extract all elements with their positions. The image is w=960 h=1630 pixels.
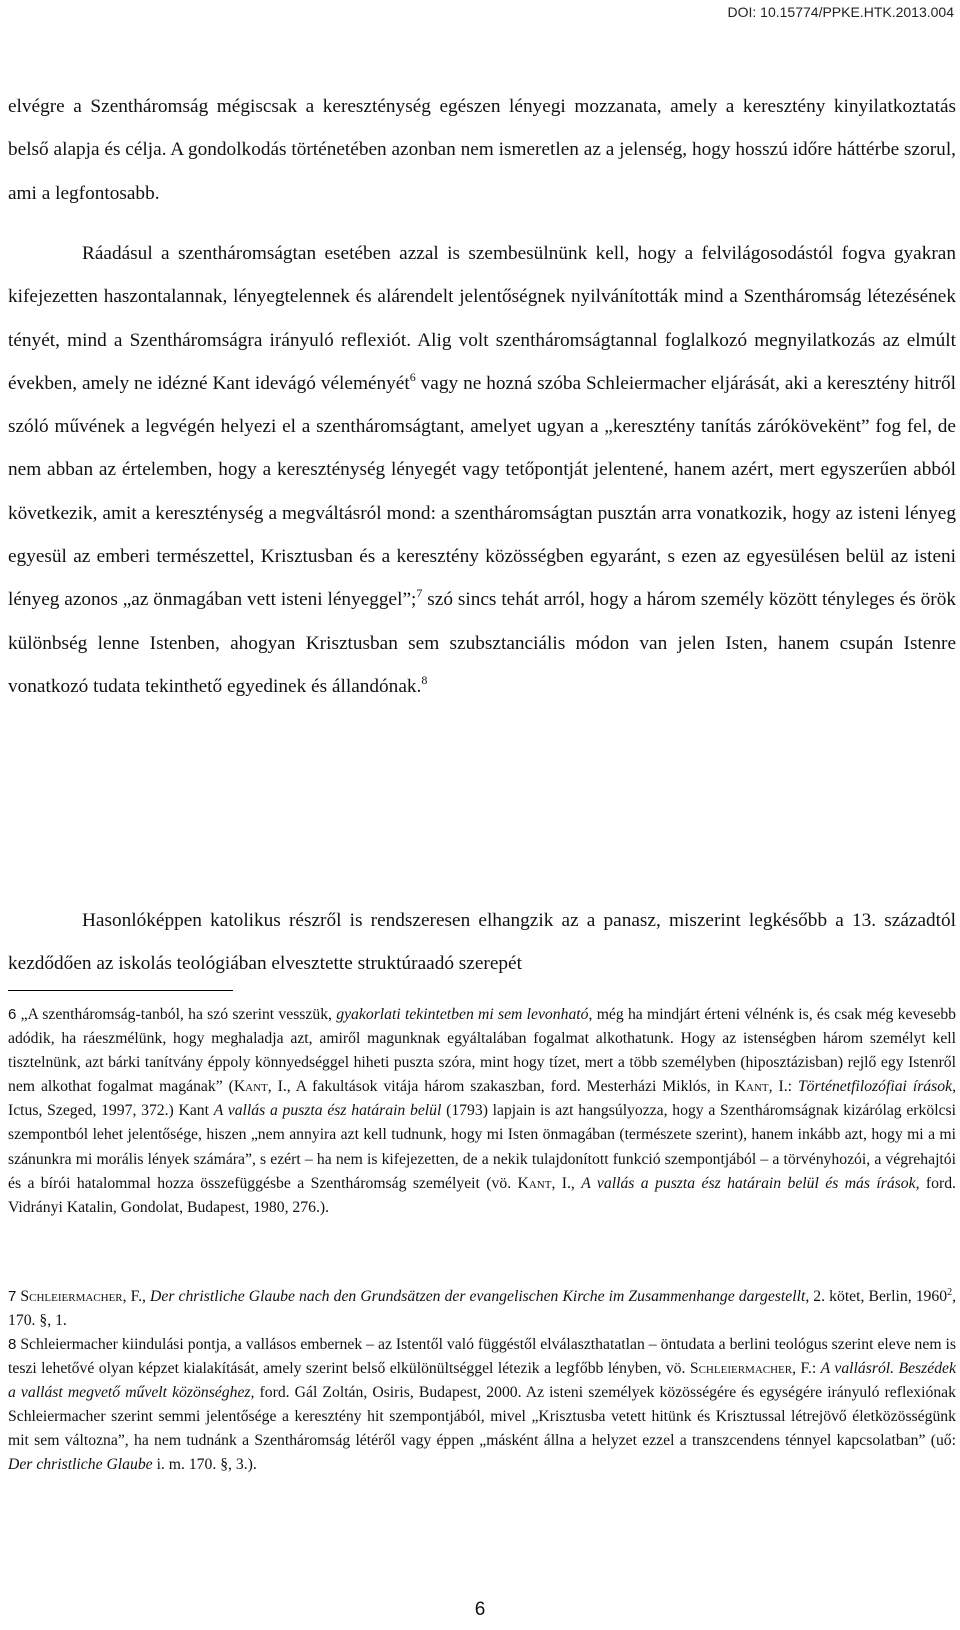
footnote-8-text: , F.: [792, 1360, 821, 1378]
footnote-6-italic: A vallás a puszta ész határain belül [213, 1102, 442, 1120]
paragraph-1 [8, 85, 956, 215]
paragraph-3-text: Hasonlóképpen katolikus részről is rendszeresen elhangzik az a panasz, miszerint legkésőbb a 13. századtól kezdődően az iskolás teológiában elvesztette struktúraadó szerepét [8, 910, 956, 975]
footnote-7-text: , 170. §, 1. [8, 1288, 956, 1330]
footnote-6-text: ford. Vidrányi Katalin, Gondolat, Budapest, 1980, 276.). [8, 1174, 956, 1216]
paragraph-2-text-b: vagy ne hozná szóba Schleiermacher eljárását, aki a keresztény hitről szóló művének a legvégén helyezi el a szentháromságtant, amelyet ugyan a „keresztény tanítás zárókövekënt” fog fel, de nem abban az értelemben, hogy a kereszténység lényegét vagy tetőpontját jelentené, hanem azért, mert egyszerűen abból következik, amit a kereszténység a megváltásról mond: a szentháromságtan pusztán arra vonatkozik, hogy az isteni lényeg egyesül az emberi természettel, Krisztusban és a keresztény közösségben egyaránt, s ezen az egyesülésen belül az isteni lényeg azonos „az önmagában vett isteni lényeggel”; [8, 372, 956, 611]
footnote-8-author: Schleiermacher [689, 1360, 793, 1378]
footnote-8-text: i. m. 170. §, 3.). [152, 1456, 257, 1474]
footnote-7-author: Schleiermacher [20, 1288, 123, 1305]
paragraph-2 [8, 232, 956, 708]
footnote-8-text: ford. Gál Zoltán, Osiris, Budapest, 2000. Az isteni személyek közösségére és egységére irányuló reflexiónak Schleiermacher szerint semmi jelentősége a keresztény hit szempontjából, mivel „Krisztusba vetett hitünk és Krisztussal létrejövő életközösségünk mit sem változna”, ha nem tudnánk a Szentháromság létéről vagy éppen „másként állna a helyzet ezzel a transzcendens ténnyel kapcsolatban” (uő: [8, 1384, 956, 1450]
paragraph-3 [8, 899, 956, 986]
footnote-8-italic: A vallásról. Beszédek a vallást megvető művelt közönséghez, [8, 1360, 956, 1402]
footnote-6-italic: Történetfilozófiai írások [797, 1078, 953, 1096]
footnote-7-text: , F., [122, 1288, 151, 1305]
footnote-separator [8, 990, 233, 991]
footnote-7 [8, 1285, 956, 1333]
footnote-6-author: Kant [734, 1078, 769, 1096]
page-number: 6 [474, 1599, 486, 1620]
paragraph-2-text-c: szó sincs tehát arról, hogy a három személy között tényleges és örök különbség lenne Istenben, ahogyan Krisztusban sem szubsztanciális módon van jelen Isten, hanem csupán Istenre vonatkozó tudata tekinthető egyedinek és állandónak. [8, 589, 956, 697]
footnote-6-text: , I., [551, 1174, 582, 1192]
footnote-6-italic: A vallás a puszta ész határain belül és más írások, [581, 1174, 920, 1192]
doi-header: DOI: 10.15774/PPKE.HTK.2013.004 [727, 4, 954, 20]
footnote-7-edition: 2 [947, 1287, 953, 1298]
footnote-6-italic: gyakorlati tekintetben mi sem levonható [336, 1006, 589, 1023]
footnote-8-italic: Der christliche Glaube [8, 1456, 153, 1474]
footnote-8-number: 8 [8, 1336, 17, 1353]
footnote-6-text: , I.: [768, 1078, 798, 1096]
paragraph-2-text-a: Ráadásul a szentháromságtan esetében azzal is szembesülnünk kell, hogy a felvilágosodástól fogva gyakran kifejezetten haszontalannak, lényegtelennek és alárendelt jelentőségnek nyilvánították mind a Szentháromság létezésének tényét, mind a Szentháromságra irányuló reflexiót. Alig volt szentháromságtannal foglalkozó megnyilatkozás az elmúlt években, amely ne idézné Kant idevágó véleményét [8, 243, 956, 394]
footnote-8 [8, 1333, 956, 1478]
footnote-6-author: Kant [233, 1078, 268, 1096]
footnote-7-text: , 2. kötet, Berlin, 1960 [805, 1288, 948, 1305]
footnote-6 [8, 1003, 956, 1220]
footnote-6-text: „A szentháromság-tanból, ha szó szerint vesszük, [16, 1006, 337, 1023]
footnote-6-author: Kant [517, 1174, 552, 1192]
footnote-6-text: , I., A fakultások vitája három szakaszban, ford. Mesterházi Miklós, in [267, 1078, 735, 1096]
footnote-7-number: 7 [8, 1288, 17, 1305]
footnote-ref-7[interactable]: 7 [416, 586, 423, 601]
footnote-6-number: 6 [8, 1006, 17, 1023]
footnote-ref-6[interactable]: 6 [409, 369, 416, 384]
paragraph-1-text: elvégre a Szentháromság mégiscsak a kereszténység egészen lényegi mozzanata, amely a keresztény kinyilatkoztatás belső alapja és célja. A gondolkodás történetében azonban nem ismeretlen az a jelenség, hogy hosszú időre háttérbe szorul, ami a legfontosabb. [8, 96, 956, 204]
footnote-ref-8[interactable]: 8 [421, 672, 428, 687]
footnote-7-italic: Der christliche Glaube nach den Grundsätzen der evangelischen Kirche im Zusammenhange dargestellt [150, 1288, 806, 1305]
footnote-8-text: Schleiermacher kiindulási pontja, a vallásos embernek – az Istentől való függéstől elválaszthatatlan – öntudata a berlini teológus szerint eleve nem is teszi lehetővé olyan képzet kialakítását, amely szerint belső elkülönültséggel létezik a legfőbb lényben, vö. [8, 1336, 956, 1378]
footnote-6-text: , Ictus, Szeged, 1997, 372.) Kant [8, 1078, 956, 1120]
footnote-6-text: , még ha mindjárt érteni vélnénk is, és csak még kevesebb adódik, ha ráeszmélünk, hogy meghaladja azt, amiről magunknak egyáltalában fogalmat alkothatunk. Hogy az istenségben három személyt kell tisztelnünk, azt bárki tanítvány éppoly könnyedséggel hiheti puszta szóra, mint hogy tízet, mert a több személyben (hiposztázisban) rejlő egy Istenről nem alkothat fogalmat magának” ( [8, 1006, 957, 1096]
footnote-6-text: (1793) lapjain is azt hangsúlyozza, hogy a Szentháromságnak kizárólag erkölcsi szempontból lehet jelentősége, hiszen „nem annyira azt kell tudnunk, hogy mi Isten önmagában (természete szerint), hanem inkább azt, hogy mi a mi szánunkra mi morális lények számára”, s ezért – ha nem is kifejezetten, de a nekik tulajdonított funkció szempontjából – a törvényhozói, a végrehajtói és a bírói hatalommal hozza összefüggésbe a Szentháromság személyeit (vö. [8, 1102, 957, 1192]
